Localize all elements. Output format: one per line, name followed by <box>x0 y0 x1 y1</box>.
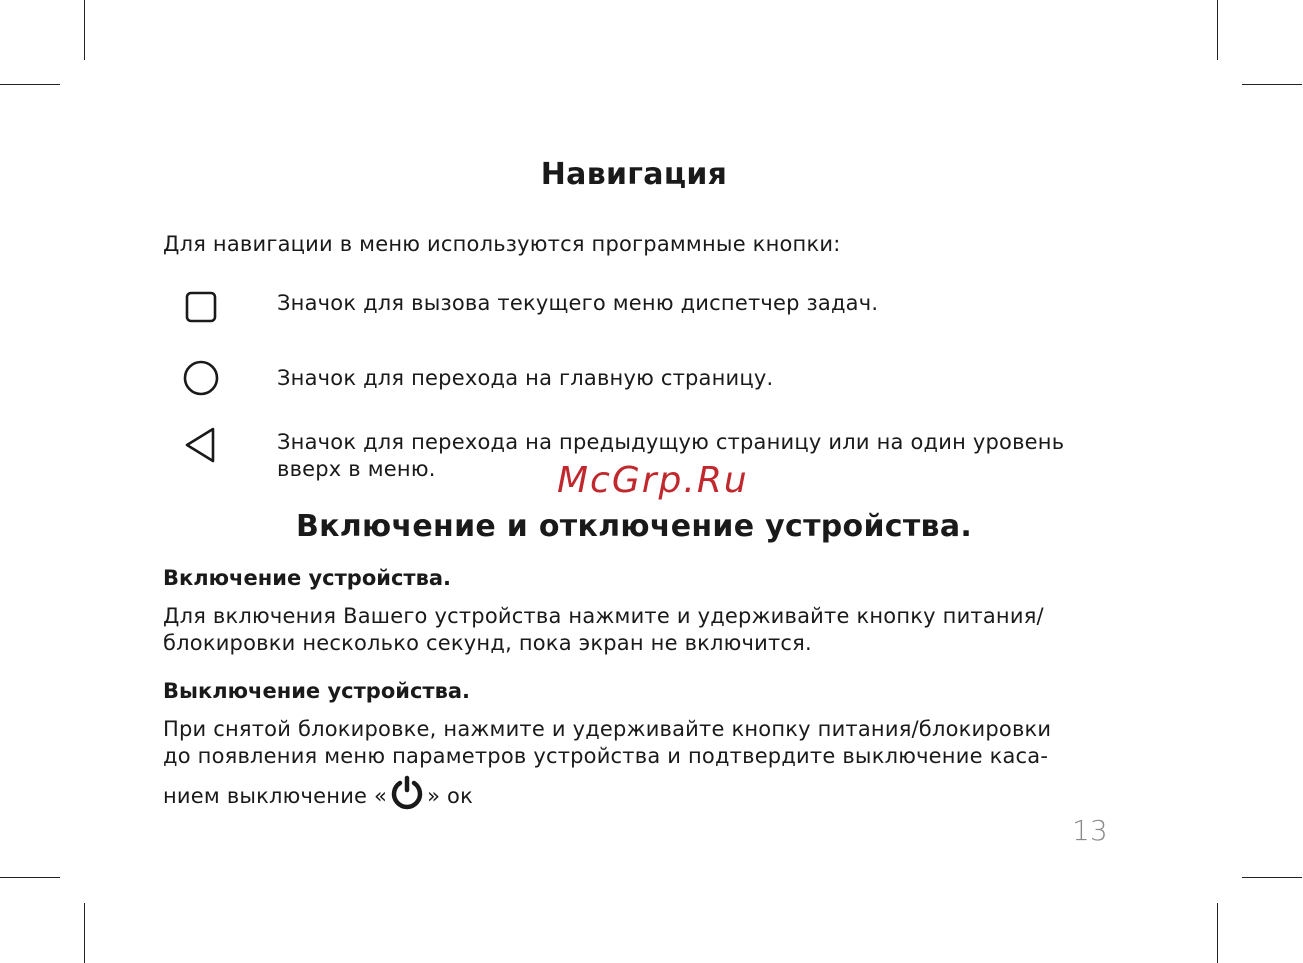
nav-item-back-text-line1: Значок для перехода на предыдущую страницу или на один уровень <box>277 430 1065 454</box>
power-off-heading: Выключение устройства. <box>163 679 471 703</box>
power-section-title: Включение и отключение устройства. <box>295 509 973 544</box>
circle-home-icon <box>182 359 220 397</box>
watermark: McGrp.Ru <box>557 460 749 501</box>
crop-mark <box>84 0 85 60</box>
power-off-text-line2: до появления меню параметров устройства и подтвердите выключение каса- <box>163 744 1049 768</box>
power-icon <box>389 775 425 811</box>
power-off-text-line1: При снятой блокировке, нажмите и удерживайте кнопку питания/блокировки <box>163 717 1052 741</box>
square-recent-apps-icon <box>184 290 218 324</box>
page-number: 13 <box>1072 814 1108 847</box>
crop-mark <box>1242 877 1302 878</box>
crop-mark <box>0 84 60 85</box>
power-off-text-line3 <box>163 783 473 811</box>
nav-item-home-text: Значок для перехода на главную страницу. <box>277 366 774 390</box>
crop-mark <box>1217 903 1218 963</box>
nav-item-recent-apps-text: Значок для вызова текущего меню диспетчер задач. <box>277 291 879 315</box>
navigation-title: Навигация <box>540 157 728 192</box>
crop-mark <box>1242 84 1302 85</box>
power-on-text-line2: блокировки несколько секунд, пока экран не включится. <box>163 631 812 655</box>
crop-mark <box>84 903 85 963</box>
navigation-intro: Для навигации в меню используются программные кнопки: <box>163 232 841 256</box>
power-on-heading: Включение устройства. <box>163 566 452 590</box>
triangle-back-icon <box>183 426 217 464</box>
crop-mark <box>0 877 60 878</box>
crop-mark <box>1217 0 1218 60</box>
power-on-text-line1: Для включения Вашего устройства нажмите и удерживайте кнопку питания/ <box>163 604 1044 628</box>
power-off-text-after: » ок <box>427 784 473 808</box>
nav-item-back-text-line2: вверх в меню. <box>277 457 436 481</box>
power-off-text-before: нием выключение « <box>163 784 388 808</box>
